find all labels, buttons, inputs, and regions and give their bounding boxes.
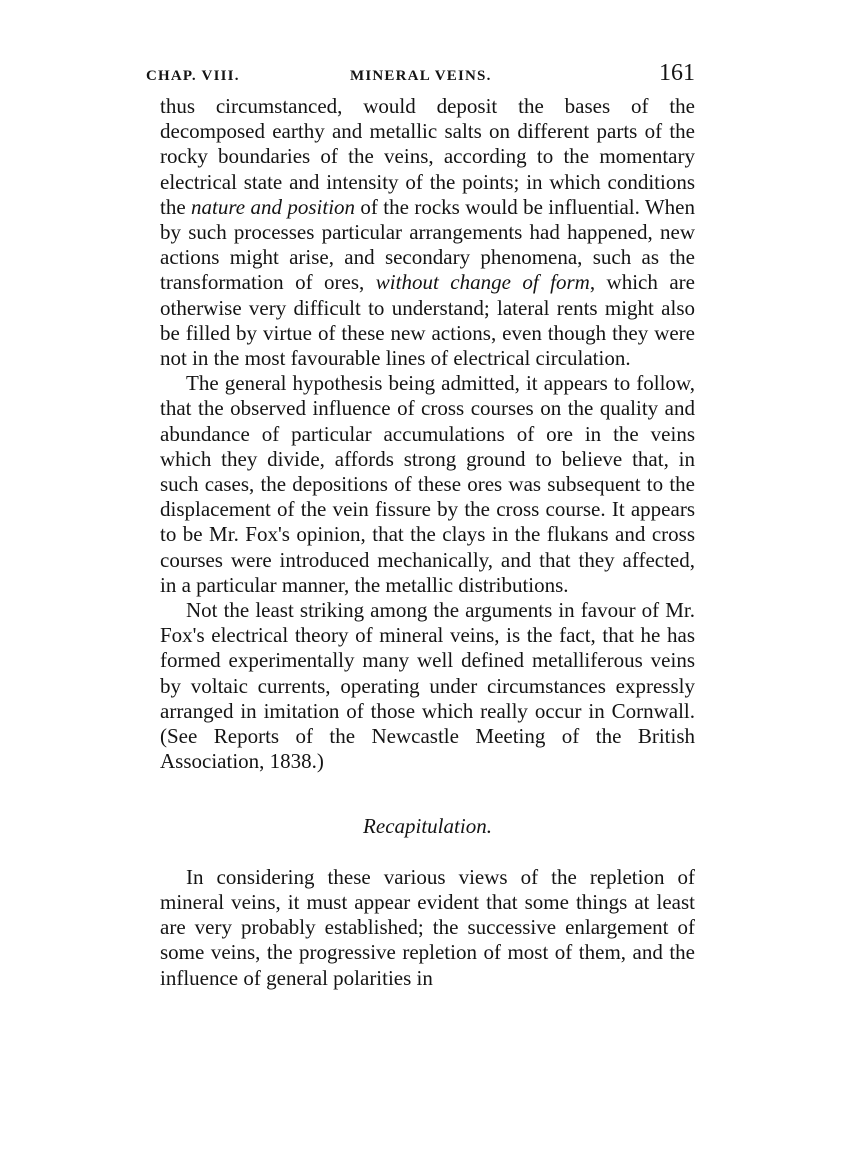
running-head [146,60,695,94]
text-span: thus circumstanced, would deposit the bases of the decomposed earthy and metallic salts on different parts of the rocky boundaries of the veins, according to the momentary electrical state and intensity of the points; in which conditions the [160,94,695,219]
italic-phrase: nature and position [191,194,356,219]
text-span: of the rocks would be influential. When by such processes particular arrangements had happened, new actions might arise, and secondary phenomena, such as the transformation of ores, [160,194,696,295]
paragraph-3 [160,598,695,774]
text-span: The general hypothesis being admitted, it appears to follow, that the observed influence of cross courses on the quality and abundance of particular accumulations of ore in the veins which they divide, affords strong ground to believe that, in such cases, the depositions of these ores was subsequent to the displacement of the vein fissure by the cross course. It appears to be Mr. Fox's opinion, that the clays in the flukans and cross courses were introduced mechanically, and that they affected, in a particular manner, the metallic distributions. [160,371,695,597]
book-page [146,60,696,991]
section-heading: Recapitulation. [363,814,492,839]
running-title: MINERAL VEINS. [350,68,492,84]
italic-phrase: without change of form [375,270,590,295]
body-text [160,94,695,991]
paragraph-1 [160,94,695,371]
paragraph-2 [160,371,695,598]
chapter-label: CHAP. VIII. [146,68,240,84]
text-span: Not the least striking among the arguments in favour of Mr. Fox's electrical theory of mineral veins, is the fact, that he has formed experimentally many well defined metalliferous veins by voltaic currents, operating under circumstances expressly arranged in imitation of those which really occur in Cornwall. (See Reports of the Newcastle Meeting of the British Association, 1838.) [160,598,695,774]
page-number: 161 [659,60,695,86]
text-span: , which are otherwise very difficult to understand; lateral rents might also be filled by virtue of these new actions, even though they were not in the most favourable lines of electrical circulation. [160,270,695,371]
paragraph-4: In considering these various views of the repletion of mineral veins, it must appear evident that some things at least are very probably established; the successive enlargement of some veins, the progressive repletion of most of them, and the influence of general polarities in [160,864,695,990]
